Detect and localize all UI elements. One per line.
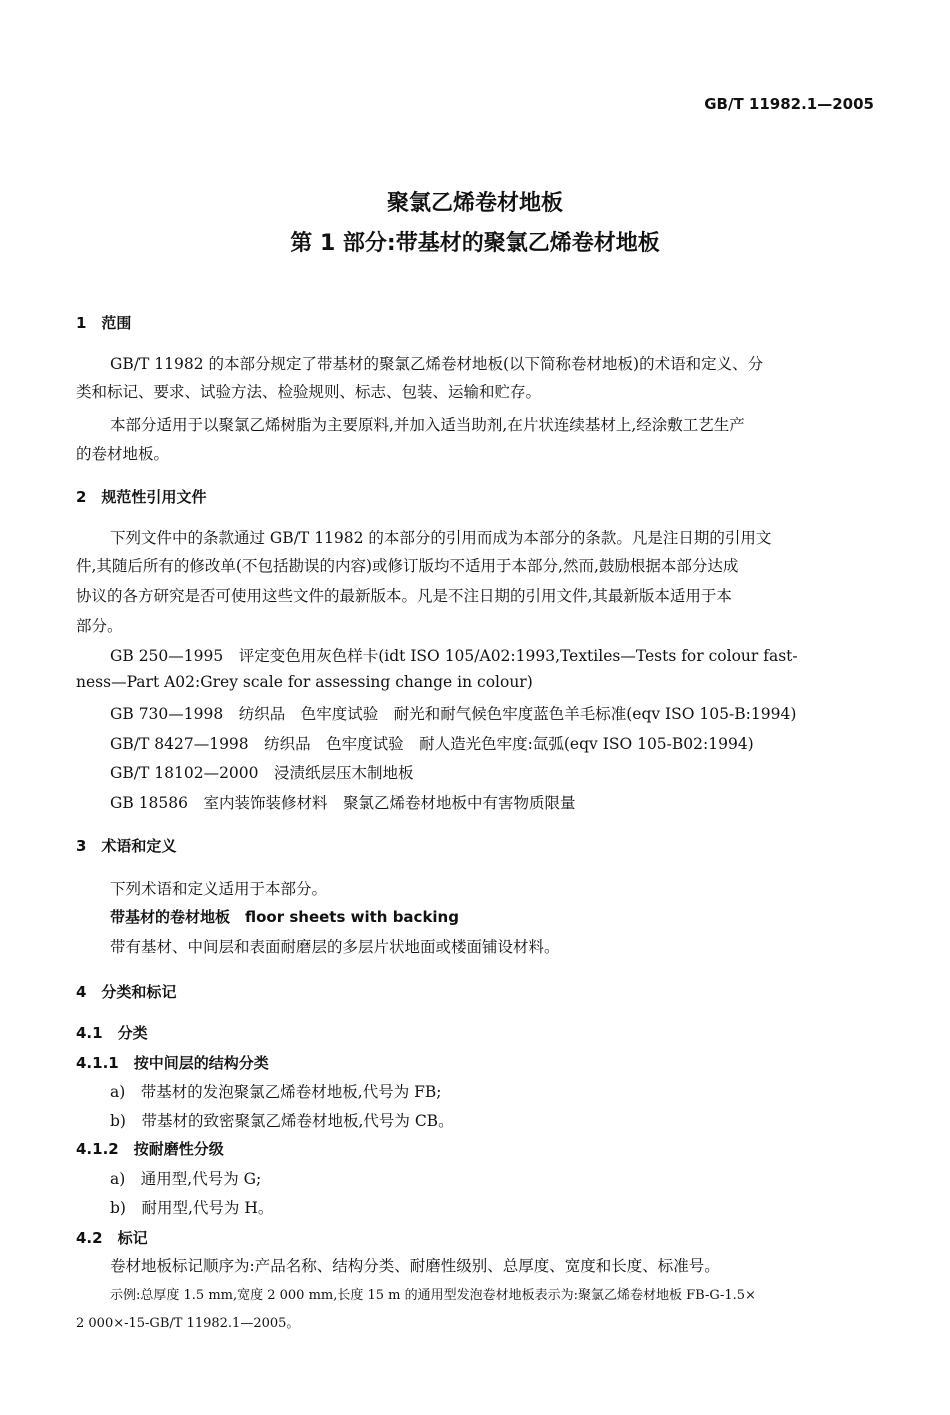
paragraph-line: 的卷材地板。 [76, 445, 170, 463]
example-line: 2 000×-15-GB/T 11982.1—2005。 [76, 1316, 300, 1331]
reference-item: ness—Part A02:Grey scale for assessing change in colour) [76, 673, 533, 691]
paragraph-line: 本部分适用于以聚氯乙烯树脂为主要原料,并加入适当助剂,在片状连续基材上,经涂敷工艺生产 [110, 416, 745, 434]
subsection-heading: 4.1 分类 [76, 1024, 148, 1042]
paragraph-line: 类和标记、要求、试验方法、检验规则、标志、包装、运输和贮存。 [76, 383, 542, 401]
paragraph-line: 下列文件中的条款通过 GB/T 11982 的本部分的引用而成为本部分的条款。凡是注日期的引用文 [110, 529, 772, 547]
list-item: a) 带基材的发泡聚氯乙烯卷材地板,代号为 FB; [110, 1083, 442, 1101]
paragraph-line: 卷材地板标记顺序为:产品名称、结构分类、耐磨性级别、总厚度、宽度和长度、标准号。 [110, 1257, 720, 1275]
paragraph-line: 件,其随后所有的修改单(不包括勘误的内容)或修订版均不适用于本部分,然而,鼓励根据本部分达成 [76, 557, 739, 575]
list-item: b) 带基材的致密聚氯乙烯卷材地板,代号为 CB。 [110, 1112, 454, 1130]
paragraph-line: 下列术语和定义适用于本部分。 [110, 880, 328, 898]
subsection-heading: 4.1.2 按耐磨性分级 [76, 1140, 224, 1158]
standard-number: GB/T 11982.1—2005 [704, 95, 874, 113]
section-2-heading: 2 规范性引用文件 [76, 488, 207, 506]
paragraph-line: 部分。 [76, 617, 123, 635]
paragraph-line: GB/T 11982 的本部分规定了带基材的聚氯乙烯卷材地板(以下简称卷材地板)的术语和定义、分 [110, 355, 764, 373]
document-title: 聚氯乙烯卷材地板 [386, 191, 563, 216]
section-3-heading: 3 术语和定义 [76, 837, 177, 855]
example-line: 示例:总厚度 1.5 mm,宽度 2 000 mm,长度 15 m 的通用型发泡卷材地板表示为:聚氯乙烯卷材地板 FB-G-1.5× [110, 1288, 756, 1303]
reference-item: GB 250—1995 评定变色用灰色样卡(idt ISO 105/A02:1993,Textiles—Tests for colour fast- [110, 647, 798, 665]
paragraph-line: 协议的各方研究是否可使用这些文件的最新版本。凡是不注日期的引用文件,其最新版本适用于本 [76, 587, 732, 605]
document-subtitle: 第 1 部分:带基材的聚氯乙烯卷材地板 [290, 231, 660, 256]
subsection-heading: 4.2 标记 [76, 1229, 148, 1247]
subsection-heading: 4.1.1 按中间层的结构分类 [76, 1054, 269, 1072]
term-definition: 带有基材、中间层和表面耐磨层的多层片状地面或楼面铺设材料。 [110, 938, 560, 956]
term-entry: 带基材的卷材地板 floor sheets with backing [110, 908, 459, 926]
list-item: b) 耐用型,代号为 H。 [110, 1199, 274, 1217]
reference-item: GB/T 18102—2000 浸渍纸层压木制地板 [110, 764, 414, 782]
reference-item: GB 730—1998 纺织品 色牢度试验 耐光和耐气候色牢度蓝色羊毛标准(eqv ISO 105-B:1994) [110, 705, 797, 723]
section-1-heading: 1 范围 [76, 314, 132, 332]
list-item: a) 通用型,代号为 G; [110, 1170, 262, 1188]
section-4-heading: 4 分类和标记 [76, 983, 177, 1001]
reference-item: GB 18586 室内装饰装修材料 聚氯乙烯卷材地板中有害物质限量 [110, 794, 576, 812]
reference-item: GB/T 8427—1998 纺织品 色牢度试验 耐人造光色牢度:氙弧(eqv ISO 105-B02:1994) [110, 735, 754, 753]
